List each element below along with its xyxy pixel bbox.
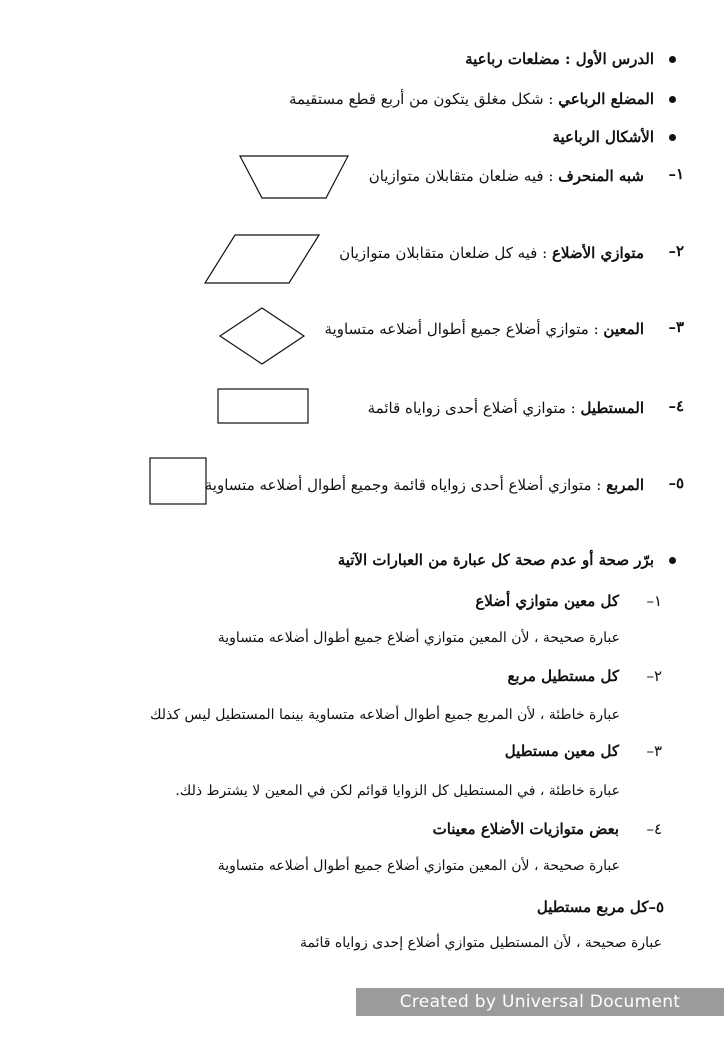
shape-text: : فيه كل ضلعان متقابلان متوازيان [339,244,552,262]
shape-line [339,242,644,264]
shape-line [368,397,644,419]
watermark-banner: Created by Universal Document Converter [356,988,724,1016]
shape-number: ١– [668,165,684,183]
definition-line [289,88,654,110]
statement-number: ٢– [646,667,662,685]
trapezoid-shape [238,152,350,202]
statement-number: ٣– [646,742,662,760]
parallelogram-shape [203,232,321,286]
rhombus-shape [218,306,306,366]
shape-text: : متوازي أضلاع أحدى زواياه قائمة [367,399,581,417]
statement-claim: كل معين مستطيل [504,742,619,760]
shape-term: متوازي الأضلاع [551,244,644,262]
shape-number: ٤– [668,397,684,415]
shape-line [369,165,644,187]
shape-number: ٣– [668,318,684,336]
statement-claim-text: كل مربع مستطيل [536,898,649,916]
shape-term: شبه المنحرف [558,167,644,185]
shape-term: المستطيل [580,399,644,417]
statement-claim: بعض متوازيات الأضلاع معينات [432,820,619,838]
lesson-title: الدرس الأول : مضلعات رباعية [465,50,654,68]
shapes-heading: الأشكال الرباعية [552,128,654,146]
statement-number: ١– [646,592,662,610]
exercise-heading: برّر صحة أو عدم صحة كل عبارة من العبارات الآتية [337,551,654,569]
rectangle-shape [216,387,310,425]
shape-line [205,474,644,496]
shape-number: ٥– [668,474,684,492]
statement-number: ٤– [646,820,662,838]
statement-claim: كل معين متوازي أضلاع [475,592,619,610]
shape-term: المعين [603,320,644,338]
statement-number: ٥– [648,898,664,916]
statement-answer: عبارة خاطئة ، في المستطيل كل الزوايا قوائم لكن في المعين لا يشترط ذلك. [175,783,620,799]
statement-answer: عبارة خاطئة ، لأن المربع جميع أطوال أضلاعه متساوية بينما المستطيل ليس كذلك [149,707,620,723]
definition-term: المضلع الرباعي [558,90,654,108]
shape-text: : متوازي أضلاع أحدى زواياه قائمة وجميع أطوال أضلاعه متساوية [204,476,607,494]
shape-text: : فيه ضلعان متقابلان متوازيان [368,167,559,185]
definition-text: : شكل مغلق يتكون من أربع قطع مستقيمة [289,90,559,108]
statement-claim [537,896,664,918]
shape-term: المربع [606,476,644,494]
shape-text: : متوازي أضلاع جميع أطوال أضلاعه متساوية [324,320,604,338]
statement-claim: كل مستطيل مربع [507,667,619,685]
shape-number: ٢– [668,242,684,260]
statement-answer: عبارة صحيحة ، لأن المعين متوازي أضلاع جميع أطوال أضلاعه متساوية [217,858,620,874]
statement-answer: عبارة صحيحة ، لأن المستطيل متوازي أضلاع إحدى زواياه قائمة [299,935,662,951]
shape-line [325,318,645,340]
statement-answer: عبارة صحيحة ، لأن المعين متوازي أضلاع جميع أطوال أضلاعه متساوية [217,630,620,646]
square-shape [148,456,208,506]
